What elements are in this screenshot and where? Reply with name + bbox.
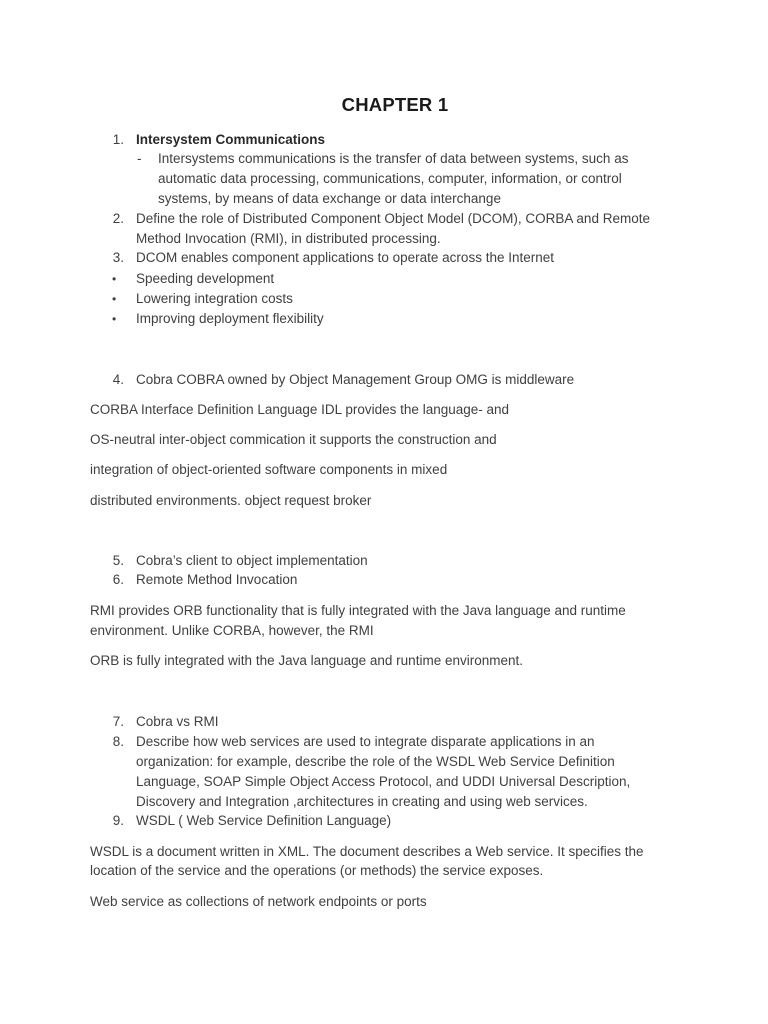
list-item-text: Describe how web services are used to integrate disparate applications in an	[136, 734, 595, 749]
list-number: 9.	[112, 813, 124, 828]
list-item-text: Discovery and Integration ,architectures in creating and using web services.	[136, 794, 588, 809]
paragraph: OS-neutral inter-object commication it supports the construction and	[90, 432, 497, 447]
paragraph: WSDL is a document written in XML. The document describes a Web service. It specifies the	[90, 844, 644, 859]
paragraph: CORBA Interface Definition Language IDL provides the language- and	[90, 402, 510, 417]
list-item-text: Remote Method Invocation	[136, 572, 298, 587]
list-number: 4.	[112, 372, 124, 387]
paragraph: integration of object-oriented software components in mixed	[90, 462, 448, 477]
paragraph: location of the service and the operations (or methods) the service exposes.	[90, 863, 544, 878]
list-number: 2.	[112, 211, 124, 226]
list-item-text: Cobra COBRA owned by Object Management Group OMG is middleware	[136, 372, 575, 387]
list-number: 3.	[112, 250, 124, 265]
chapter-title: CHAPTER 1	[341, 94, 449, 115]
item-heading-intersystem: Intersystem Communications	[136, 132, 326, 147]
list-item-text: Cobra’s client to object implementation	[136, 553, 368, 568]
dash-marker: -	[137, 151, 142, 166]
bullet-item: Improving deployment flexibility	[136, 311, 324, 326]
paragraph: RMI provides ORB functionality that is fully integrated with the Java language and runtime	[90, 603, 626, 618]
paragraph: environment. Unlike CORBA, however, the RMI	[90, 623, 374, 638]
list-item-text: WSDL ( Web Service Definition Language)	[136, 813, 392, 828]
list-item-text: Define the role of Distributed Component Object Model (DCOM), CORBA and Remote	[136, 211, 650, 226]
list-number: 6.	[112, 572, 124, 587]
bullet-item: Speeding development	[136, 271, 275, 286]
paragraph: distributed environments. object request broker	[90, 493, 372, 508]
bullet-marker: •	[112, 312, 117, 326]
list-item-text: Cobra vs RMI	[136, 714, 219, 729]
bullet-marker: •	[112, 272, 117, 286]
list-item-text: DCOM enables component applications to operate across the Internet	[136, 250, 554, 265]
paragraph: Web service as collections of network endpoints or ports	[90, 894, 427, 909]
list-number: 5.	[112, 553, 124, 568]
bullet-item: Lowering integration costs	[136, 291, 293, 306]
list-item-text: Language, SOAP Simple Object Access Protocol, and UDDI Universal Description,	[136, 774, 631, 789]
list-number: 7.	[112, 714, 124, 729]
list-item-text: organization: for example, describe the role of the WSDL Web Service Definition	[136, 754, 615, 769]
list-item-text: systems, by means of data exchange or data interchange	[158, 191, 501, 206]
bullet-marker: •	[112, 292, 117, 306]
list-item-text: Intersystems communications is the transfer of data between systems, such as	[158, 151, 629, 166]
list-item-text: automatic data processing, communications, computer, information, or control	[158, 171, 622, 186]
paragraph: ORB is fully integrated with the Java language and runtime environment.	[90, 653, 523, 668]
list-item-text: Method Invocation (RMI), in distributed processing.	[136, 231, 441, 246]
list-number: 8.	[112, 734, 124, 749]
list-number: 1.	[112, 132, 124, 147]
